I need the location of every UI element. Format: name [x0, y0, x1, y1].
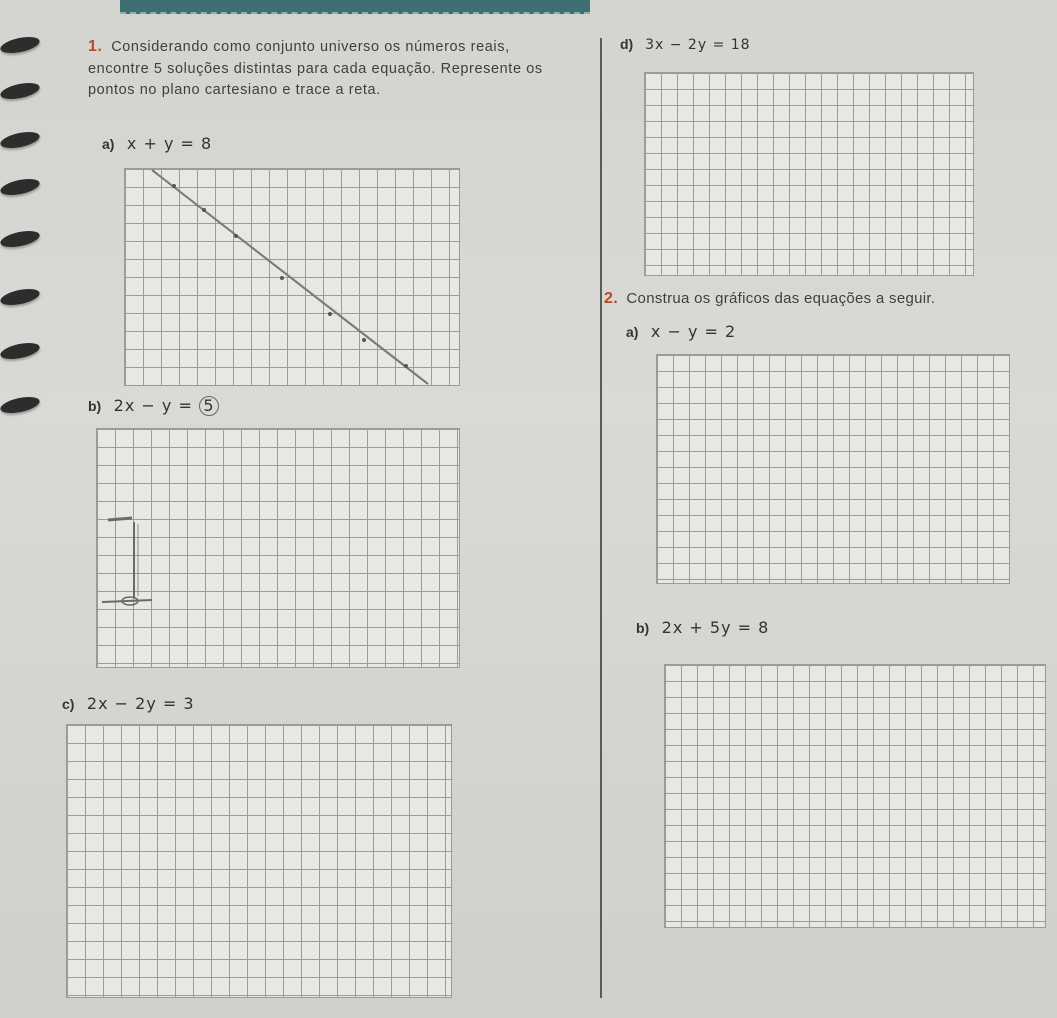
exercise2-instruction-block: [604, 288, 1004, 310]
header-band: [120, 0, 590, 14]
exercise1-number: 1.: [88, 38, 103, 55]
exercise2-instruction: Construa os gráficos das equações a seguir.: [626, 290, 936, 307]
grid-1a: [124, 168, 460, 386]
grid-2b: [664, 664, 1046, 928]
item-1d-label: [620, 36, 751, 53]
item-1d-letter: d): [620, 36, 634, 52]
exercise1-instruction-block: [88, 36, 566, 102]
spiral-binding: [0, 0, 60, 1018]
item-2a-letter: a): [626, 324, 639, 340]
exercise2-number: 2.: [604, 290, 618, 307]
exercise1-instruction: Considerando como conjunto universo os números reais, encontre 5 soluções distintas para cada equação. Represente os pontos no plano cartesiano e trace a reta.: [88, 39, 543, 98]
item-1c-letter: c): [62, 696, 75, 712]
column-divider: [600, 38, 602, 998]
item-1c-label: [62, 694, 195, 714]
item-1b-equation: 2x − y =: [113, 396, 199, 415]
item-2a-equation: x − y = 2: [650, 322, 737, 341]
grid-1c: [66, 724, 452, 998]
item-2b-equation: 2x + 5y = 8: [661, 618, 770, 637]
grid-2a: [656, 354, 1010, 584]
item-2b-letter: b): [636, 620, 650, 636]
item-1a-label: [102, 134, 212, 154]
item-1d-equation: 3x − 2y = 18: [645, 37, 751, 53]
grid-1d: [644, 72, 974, 276]
item-1b-circled-value: 5: [199, 396, 219, 416]
item-2b-label: [636, 618, 769, 638]
item-1a-letter: a): [102, 136, 115, 152]
item-1b-label: [88, 396, 219, 416]
item-1a-equation: x + y = 8: [126, 134, 213, 153]
item-2a-label: [626, 322, 736, 342]
item-1c-equation: 2x − 2y = 3: [86, 694, 195, 713]
item-1b-letter: b): [88, 398, 102, 414]
grid-1b: [96, 428, 460, 668]
